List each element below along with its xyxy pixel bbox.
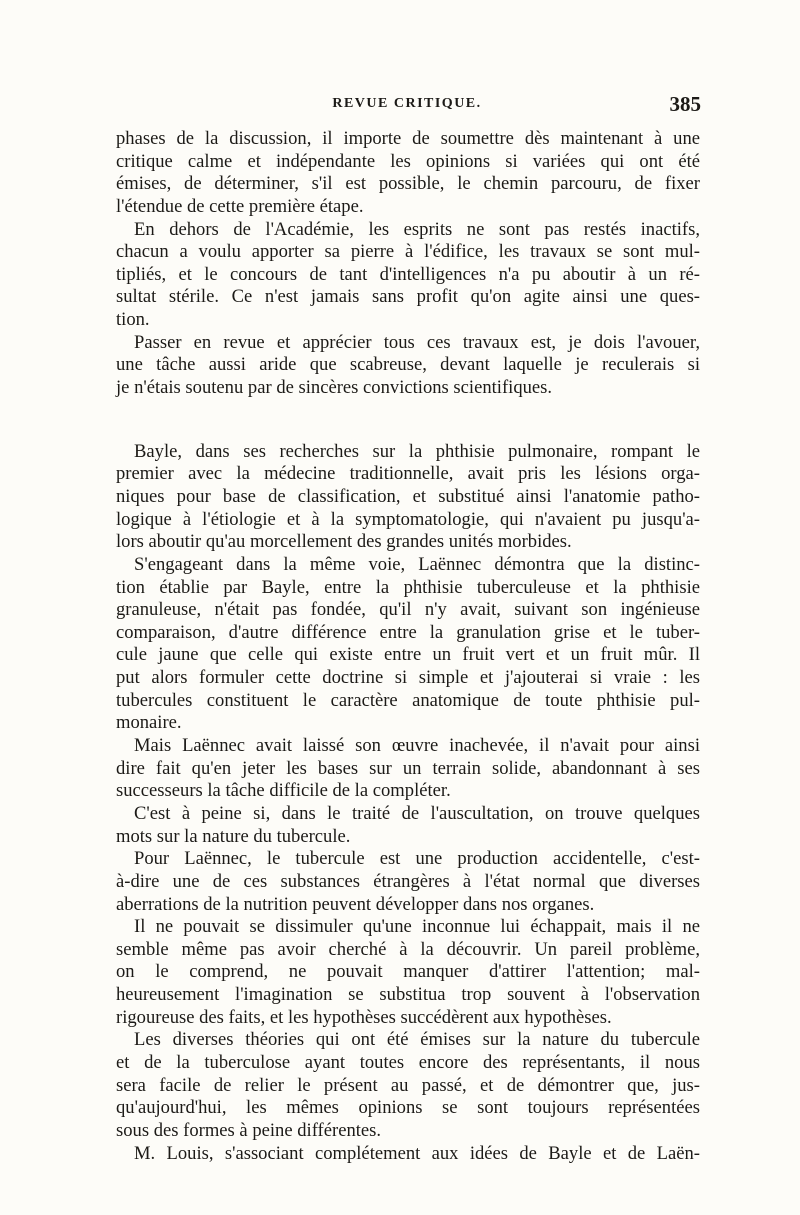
text-line: M. Louis, s'associant complétement aux idées de Bayle et de Laën- (134, 1142, 700, 1164)
running-head (113, 92, 701, 122)
text-line: aberrations de la nutrition peuvent développer dans nos organes. (116, 893, 595, 915)
text-line: put alors formuler cette doctrine si simple et j'ajouterai si vraie : les (116, 667, 700, 689)
text-line: phases de la discussion, il importe de soumettre dès maintenant à une (116, 128, 700, 149)
text-line: heureusement l'imagination se substitua trop souvent à l'observation (116, 984, 700, 1006)
text-line: C'est à peine si, dans le traité de l'auscultation, on trouve quelques (134, 802, 700, 824)
text-line: Les diverses théories qui ont été émises sur la nature du tubercule (134, 1029, 700, 1051)
text-line: à-dire une de ces substances étrangères à l'état normal que diverses (116, 870, 700, 892)
paragraph (116, 128, 700, 219)
text-line: sous des formes à peine différentes. (116, 1119, 382, 1141)
text-line: Il ne pouvait se dissimuler qu'une inconnue lui échappait, mais il ne (134, 916, 700, 938)
text-line: Pour Laënnec, le tubercule est une production accidentelle, c'est- (134, 848, 700, 870)
paragraph (116, 554, 700, 735)
text-line: et de la tuberculose ayant toutes encore des représentants, il nous (116, 1051, 700, 1073)
text-line: comparaison, d'autre différence entre la granulation grise et le tuber- (116, 621, 700, 643)
text-line: granuleuse, n'était pas fondée, qu'il n'y avait, suivant son ingénieuse (116, 599, 700, 621)
text-line: on le comprend, ne pouvait manquer d'attirer l'attention; mal- (116, 961, 700, 983)
text-line: une tâche aussi aride que scabreuse, devant laquelle je reculerais si (116, 354, 700, 376)
text-line: S'engageant dans la même voie, Laënnec démontra que la distinc- (134, 553, 700, 575)
text-line: tubercules constituent le caractère anatomique de toute phthisie pul- (116, 689, 700, 711)
paragraph (116, 441, 700, 554)
text-line: premier avec la médecine traditionnelle, avait pris les lésions orga- (116, 463, 700, 485)
text-line: tipliés, et le concours de tant d'intelligences n'a pu aboutir à un ré- (116, 263, 700, 285)
text-line: émises, de déterminer, s'il est possible, le chemin parcouru, de fixer (116, 173, 700, 195)
text-line: Bayle, dans ses recherches sur la phthisie pulmonaire, rompant le (134, 440, 700, 462)
text-line: niques pour base de classification, et substitué ainsi l'anatomie patho- (116, 485, 700, 507)
section-gap (116, 400, 700, 441)
paragraph (116, 1143, 700, 1166)
paragraph (116, 735, 700, 803)
text-line: Passer en revue et apprécier tous ces travaux est, je dois l'avouer, (134, 331, 700, 353)
text-line: je n'étais soutenu par de sincères convictions scientifiques. (116, 377, 553, 399)
text-line: l'étendue de cette première étape. (116, 195, 364, 217)
paragraph (116, 803, 700, 848)
text-line: logique à l'étiologie et à la symptomatologie, qui n'avaient pu jusqu'a- (116, 508, 700, 530)
text-line: successeurs la tâche difficile de la compléter. (116, 780, 451, 802)
paragraph (116, 916, 700, 1029)
paragraph (116, 1029, 700, 1142)
text-line: semble même pas avoir cherché à la découvrir. Un pareil problème, (116, 938, 700, 960)
text-line: Mais Laënnec avait laissé son œuvre inachevée, il n'avait pour ainsi (134, 735, 700, 757)
text-line: chacun a voulu apporter sa pierre à l'édifice, les travaux se sont mul- (116, 241, 700, 263)
page-number: 385 (669, 92, 701, 116)
text-line: critique calme et indépendante les opinions si variées qui ont été (116, 150, 700, 172)
text-line: qu'aujourd'hui, les mêmes opinions se sont toujours représentées (116, 1097, 700, 1119)
text-line: monaire. (116, 712, 182, 734)
text-line: tion. (116, 309, 150, 331)
text-line: lors aboutir qu'au morcellement des grandes unités morbides. (116, 531, 572, 553)
running-title: REVUE CRITIQUE. (332, 96, 482, 111)
text-line: mots sur la nature du tubercule. (116, 825, 351, 847)
paragraph (116, 332, 700, 400)
text-line: cule jaune que celle qui existe entre un fruit vert et un fruit mûr. Il (116, 644, 700, 666)
paragraph (116, 848, 700, 916)
body-text (116, 128, 700, 1165)
text-line: En dehors de l'Académie, les esprits ne sont pas restés inactifs, (134, 218, 700, 240)
paragraph (116, 219, 700, 332)
text-line: rigoureuse des faits, et les hypothèses succédèrent aux hypothèses. (116, 1006, 612, 1028)
text-line: tion établie par Bayle, entre la phthisie tuberculeuse et la phthisie (116, 576, 700, 598)
text-line: sera facile de relier le présent au passé, et de démontrer que, jus- (116, 1074, 700, 1096)
text-line: sultat stérile. Ce n'est jamais sans profit qu'on agite ainsi une ques- (116, 286, 700, 308)
text-line: dire fait qu'en jeter les bases sur un terrain solide, abandonnant à ses (116, 757, 700, 779)
